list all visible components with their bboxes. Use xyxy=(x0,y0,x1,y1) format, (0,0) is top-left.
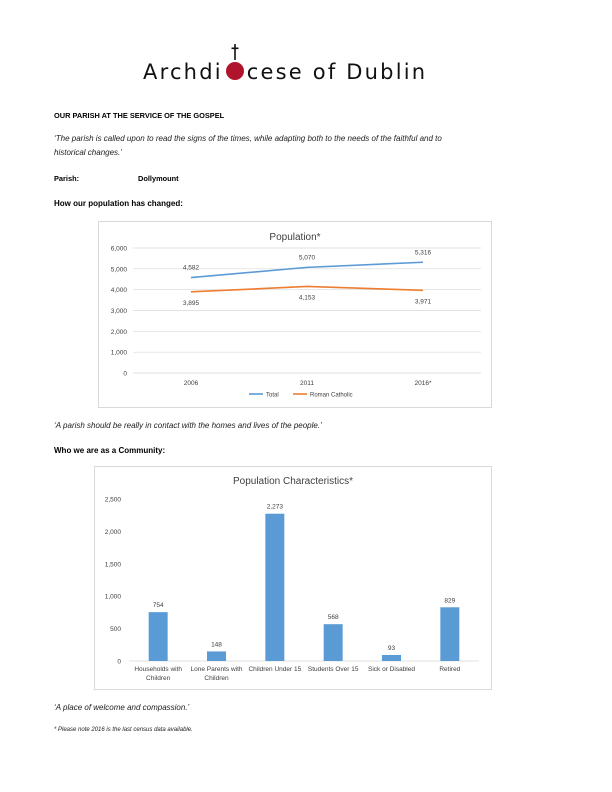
chart-title: Population Characteristics* xyxy=(232,476,354,487)
bar xyxy=(149,612,168,661)
y-tick-label: 5,000 xyxy=(110,266,127,274)
x-tick-label: Retired xyxy=(439,666,461,673)
legend-label: Roman Catholic xyxy=(310,392,353,399)
data-label: 5,316 xyxy=(414,249,432,257)
characteristics-bar-chart xyxy=(95,467,491,689)
legend-label: Total xyxy=(266,392,279,399)
quote-line-1: ‘The parish is called upon to read the signs of the times, while adapting both to the needs of the faithful and to xyxy=(54,134,442,143)
parish-label: Parish: xyxy=(54,174,80,183)
bar xyxy=(440,607,459,661)
x-tick-label: 2016* xyxy=(414,380,432,387)
characteristics-chart xyxy=(94,466,492,690)
x-tick-label: 2006 xyxy=(183,380,199,387)
archdiocese-logo xyxy=(0,44,612,84)
x-tick-label: Children xyxy=(146,675,171,682)
y-tick-label: 2,000 xyxy=(110,328,127,336)
data-label: 568 xyxy=(327,614,339,622)
y-tick-label: 1,000 xyxy=(110,349,127,357)
logo-text-left: Archdi xyxy=(143,60,223,84)
quote-line-2: historical changes.’ xyxy=(54,148,123,157)
data-label: 2,273 xyxy=(266,503,283,511)
x-tick-label: Sick or Disabled xyxy=(368,666,415,673)
bar xyxy=(382,655,401,661)
page-heading: OUR PARISH AT THE SERVICE OF THE GOSPEL xyxy=(54,111,225,120)
x-tick-label: Children Under 15 xyxy=(248,666,302,673)
population-chart xyxy=(98,221,492,408)
bar xyxy=(324,624,343,661)
logo-text-right: cese of Dublin xyxy=(246,60,428,84)
x-tick-label: Children xyxy=(204,675,229,682)
data-label: 148 xyxy=(211,641,222,649)
x-tick-label: Lone Parents with xyxy=(190,666,243,673)
y-tick-label: 1,000 xyxy=(104,593,121,601)
data-label: 4,582 xyxy=(182,264,200,272)
quote-welcome: ‘A place of welcome and compassion.’ xyxy=(54,703,190,712)
data-label: 3,895 xyxy=(182,299,200,307)
y-tick-label: 0 xyxy=(117,658,121,666)
y-tick-label: 2,500 xyxy=(104,496,121,504)
logo-text xyxy=(143,60,427,84)
y-tick-label: 0 xyxy=(123,370,127,378)
y-tick-label: 1,500 xyxy=(104,561,121,569)
quote-contact: ‘A parish should be really in contact with the homes and lives of the people.’ xyxy=(54,421,322,430)
section-population-heading: How our population has changed: xyxy=(54,199,183,208)
section-community-heading: Who we are as a Community: xyxy=(54,446,166,455)
data-label: 93 xyxy=(387,644,396,652)
y-tick-label: 2,000 xyxy=(104,528,121,536)
y-tick-label: 3,000 xyxy=(110,308,127,315)
population-line-chart xyxy=(99,222,491,407)
y-tick-label: 500 xyxy=(110,626,121,634)
data-label: 4,153 xyxy=(298,294,316,302)
cross-icon xyxy=(231,44,239,60)
logo-red-circle xyxy=(226,62,244,80)
series-line-roman-catholic xyxy=(191,286,423,291)
x-tick-label: 2011 xyxy=(300,380,314,387)
data-label: 829 xyxy=(444,597,456,605)
data-label: 3,971 xyxy=(414,298,432,306)
x-tick-label: Households with xyxy=(134,666,183,673)
data-label: 754 xyxy=(152,602,164,610)
data-label: 5,070 xyxy=(298,254,316,262)
chart-title: Population* xyxy=(269,232,321,243)
x-tick-label: Students Over 15 xyxy=(307,666,359,673)
bar xyxy=(207,651,226,661)
y-tick-label: 4,000 xyxy=(110,287,127,295)
footnote: * Please note 2016 is the last census data available. xyxy=(54,727,193,733)
parish-name: Dollymount xyxy=(138,174,179,183)
bar xyxy=(265,514,284,661)
series-line-total xyxy=(191,262,423,277)
y-tick-label: 6,000 xyxy=(110,245,127,253)
